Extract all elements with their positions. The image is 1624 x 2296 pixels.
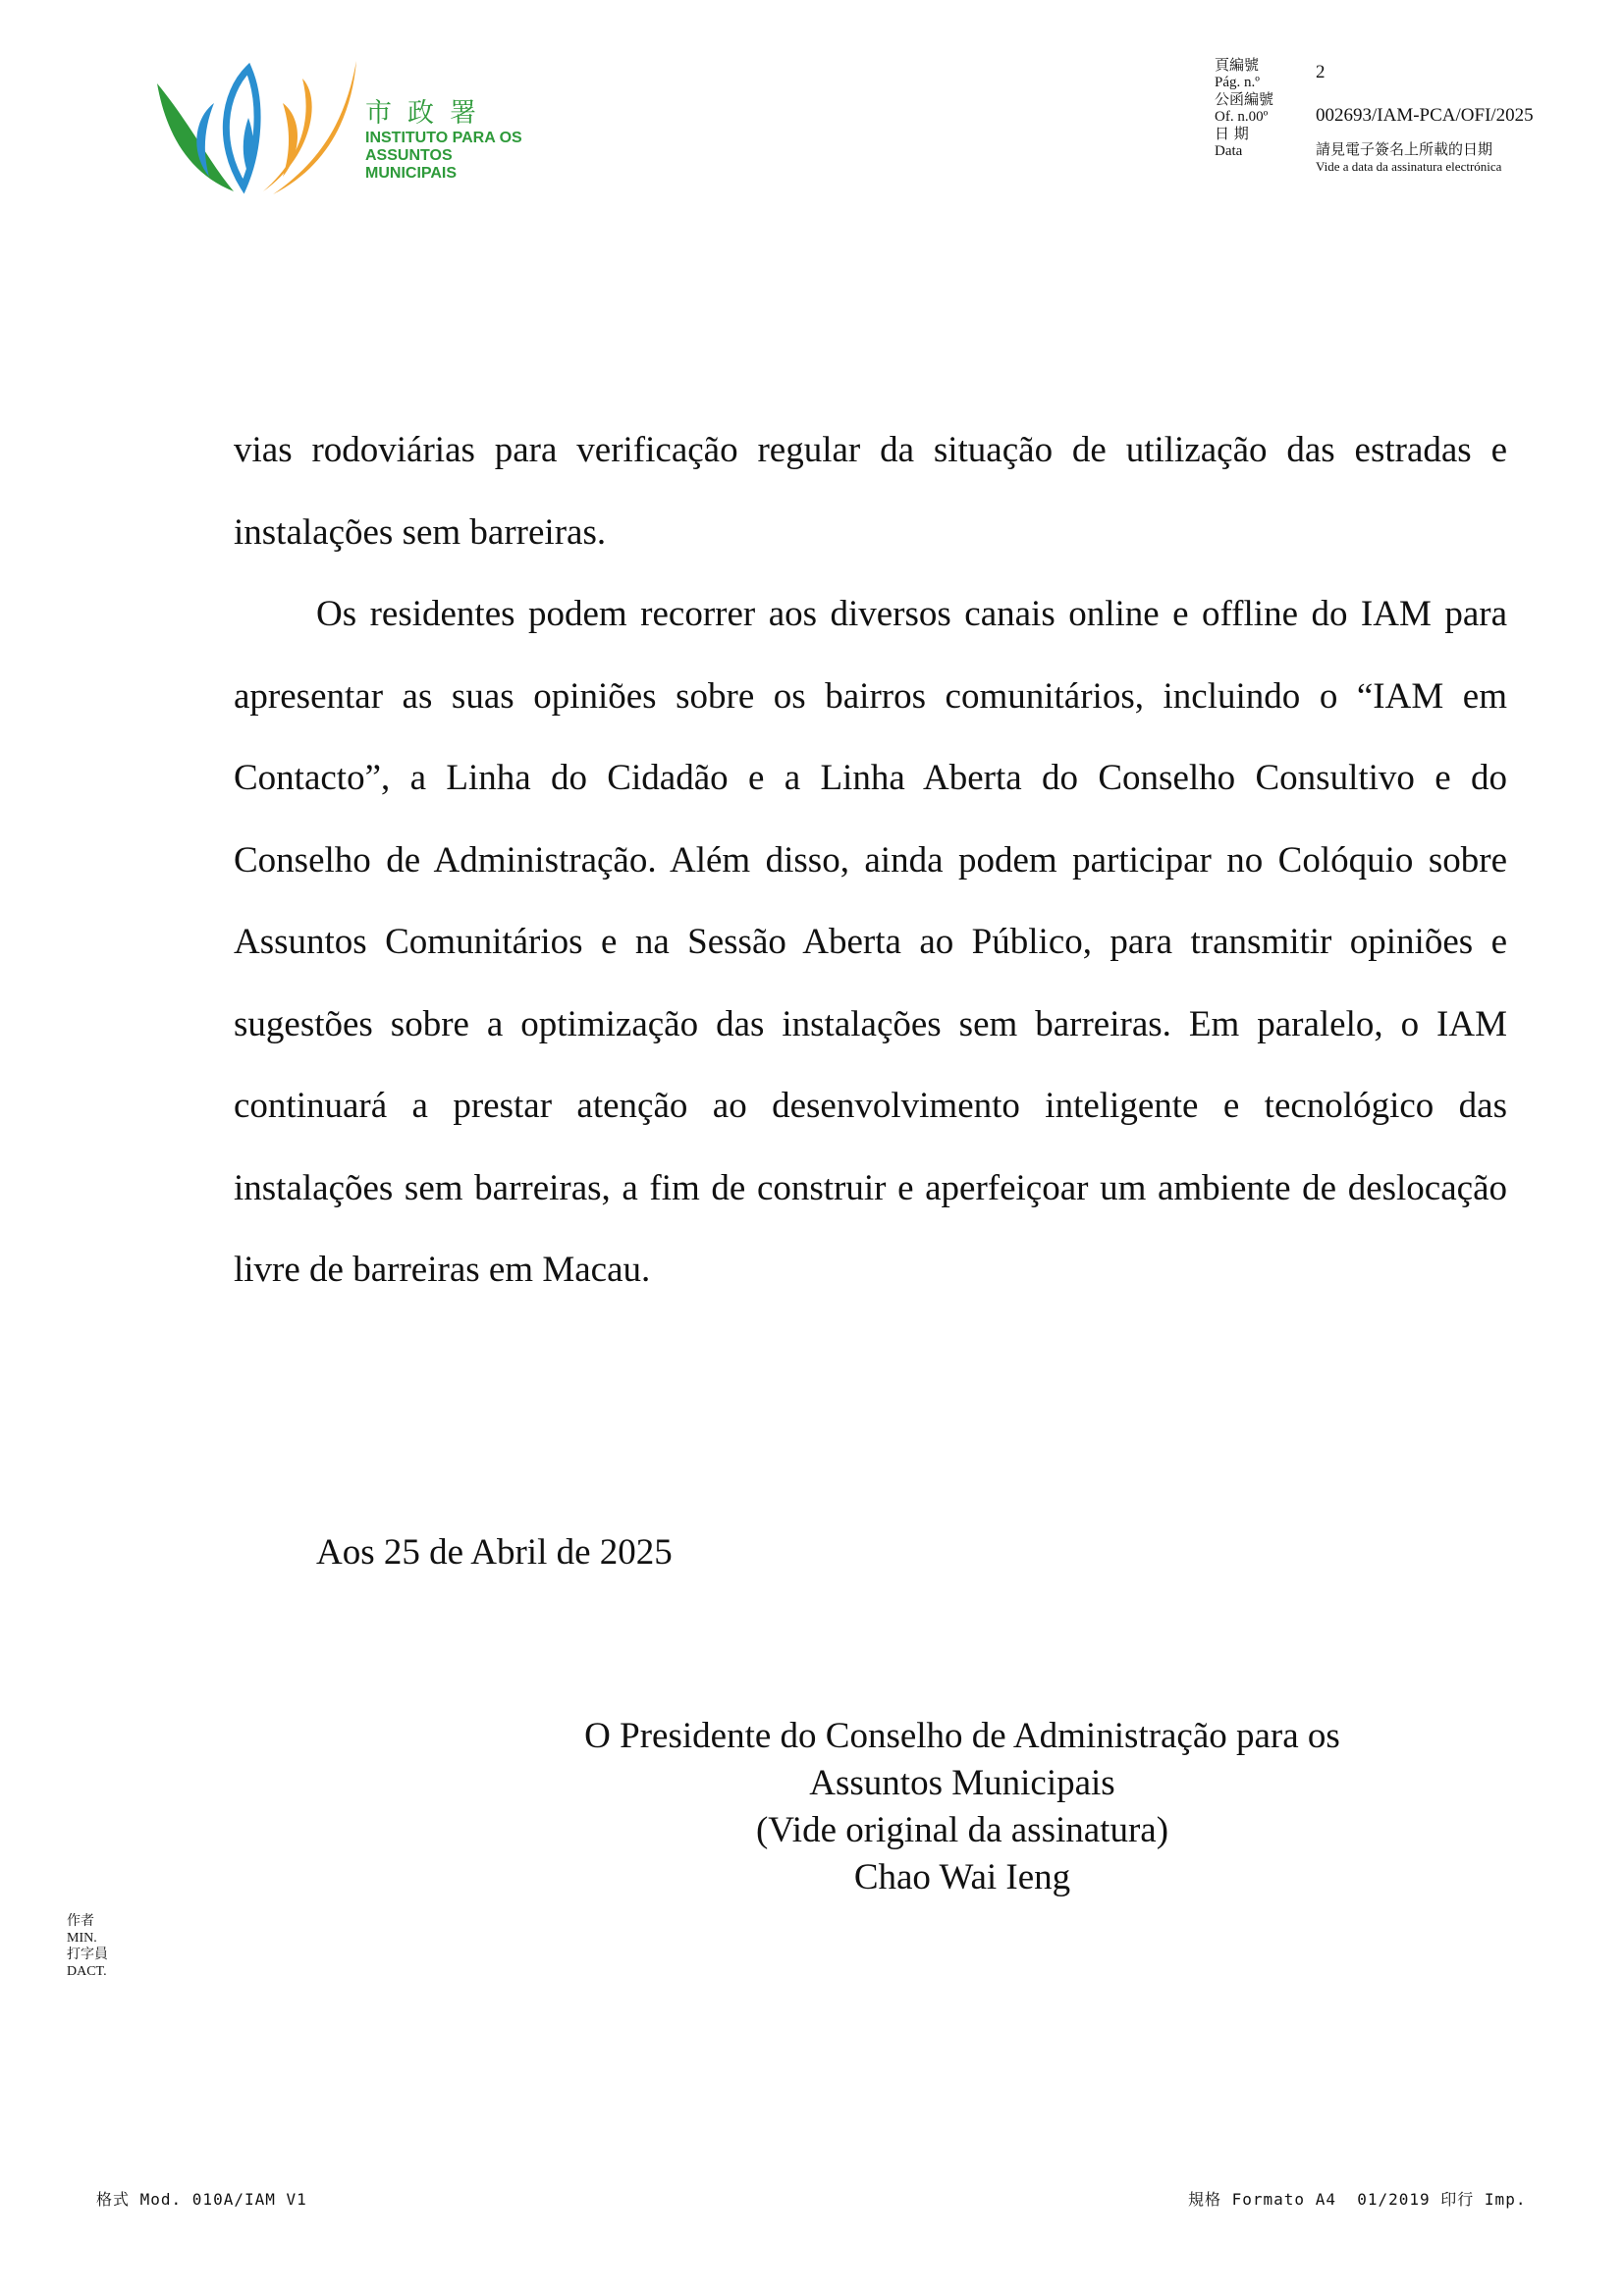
- date-value-zh: 請見電子簽名上所載的日期: [1316, 140, 1493, 158]
- letter-body: [234, 409, 1507, 1311]
- page-label-zh: 頁編號: [1215, 56, 1260, 74]
- lotus-logo-icon: [155, 59, 361, 196]
- office-label-pt: Of. n.00º: [1215, 108, 1269, 125]
- page-number: 2: [1316, 62, 1326, 82]
- signature-block: [569, 1713, 1355, 1901]
- date-label-zh: 日 期: [1215, 125, 1249, 142]
- author-block: [67, 1913, 108, 1980]
- paragraph-2: Os residentes podem recorrer aos diversos canais online e offline do IAM para apresentar as suas opiniões sobre os bairros comunitários, incluindo o “IAM em Contacto”, a Linha do Cidadão e a Linha Aberta do Conselho Consultivo e do Conselho de Administração. Além disso, ainda podem participar no Colóquio sobre Assuntos Comunitários e na Sessão Aberta ao Público, para transmitir opiniões e sugestões sobre a optimização das instalações sem barreiras. Em paralelo, o IAM continuará a prestar atenção ao desenvolvimento inteligente e tecnológico das instalações sem barreiras, a fim de construir e aperfeiçoar um ambiente de deslocação livre de barreiras em Macau.: [234, 594, 1507, 1290]
- typist-label-zh: 打字員: [67, 1947, 108, 1962]
- author-label-zh: 作者: [67, 1913, 94, 1929]
- footer-form-code: 格式 Mod. 010A/IAM V1: [96, 2190, 307, 2209]
- typist-label-pt: DACT.: [67, 1964, 107, 1979]
- signature-line-1: O Presidente do Conselho de Administração para os: [584, 1716, 1340, 1756]
- iam-logo: [155, 59, 548, 196]
- signatory-name: Chao Wai Ieng: [853, 1857, 1071, 1897]
- date-line: Aos 25 de Abril de 2025: [316, 1532, 673, 1573]
- office-number: 002693/IAM-PCA/OFI/2025: [1316, 105, 1534, 126]
- paragraph-1: vias rodoviárias para verificação regular da situação de utilização das estradas e instalações sem barreiras.: [234, 430, 1507, 553]
- signature-line-2: Assuntos Municipais: [809, 1763, 1115, 1803]
- date-value-pt: Vide a data da assinatura electrónica: [1316, 159, 1502, 174]
- author-label-pt: MIN.: [67, 1931, 97, 1946]
- date-label-pt: Data: [1215, 142, 1243, 159]
- office-label-zh: 公函編號: [1215, 90, 1274, 108]
- footer-format-info: 規格 Formato A4 01/2019 印行 Imp.: [1188, 2190, 1527, 2209]
- logo-chinese-name: 市政署: [365, 98, 492, 129]
- page-label-pt: Pág. n.º: [1215, 74, 1260, 90]
- logo-text: [365, 98, 548, 183]
- signature-line-3: (Vide original da assinatura): [755, 1810, 1169, 1850]
- logo-name-line1: INSTITUTO PARA OS: [365, 130, 522, 146]
- logo-name-line2: ASSUNTOS MUNICIPAIS: [365, 147, 458, 182]
- reference-labels: [1215, 57, 1313, 160]
